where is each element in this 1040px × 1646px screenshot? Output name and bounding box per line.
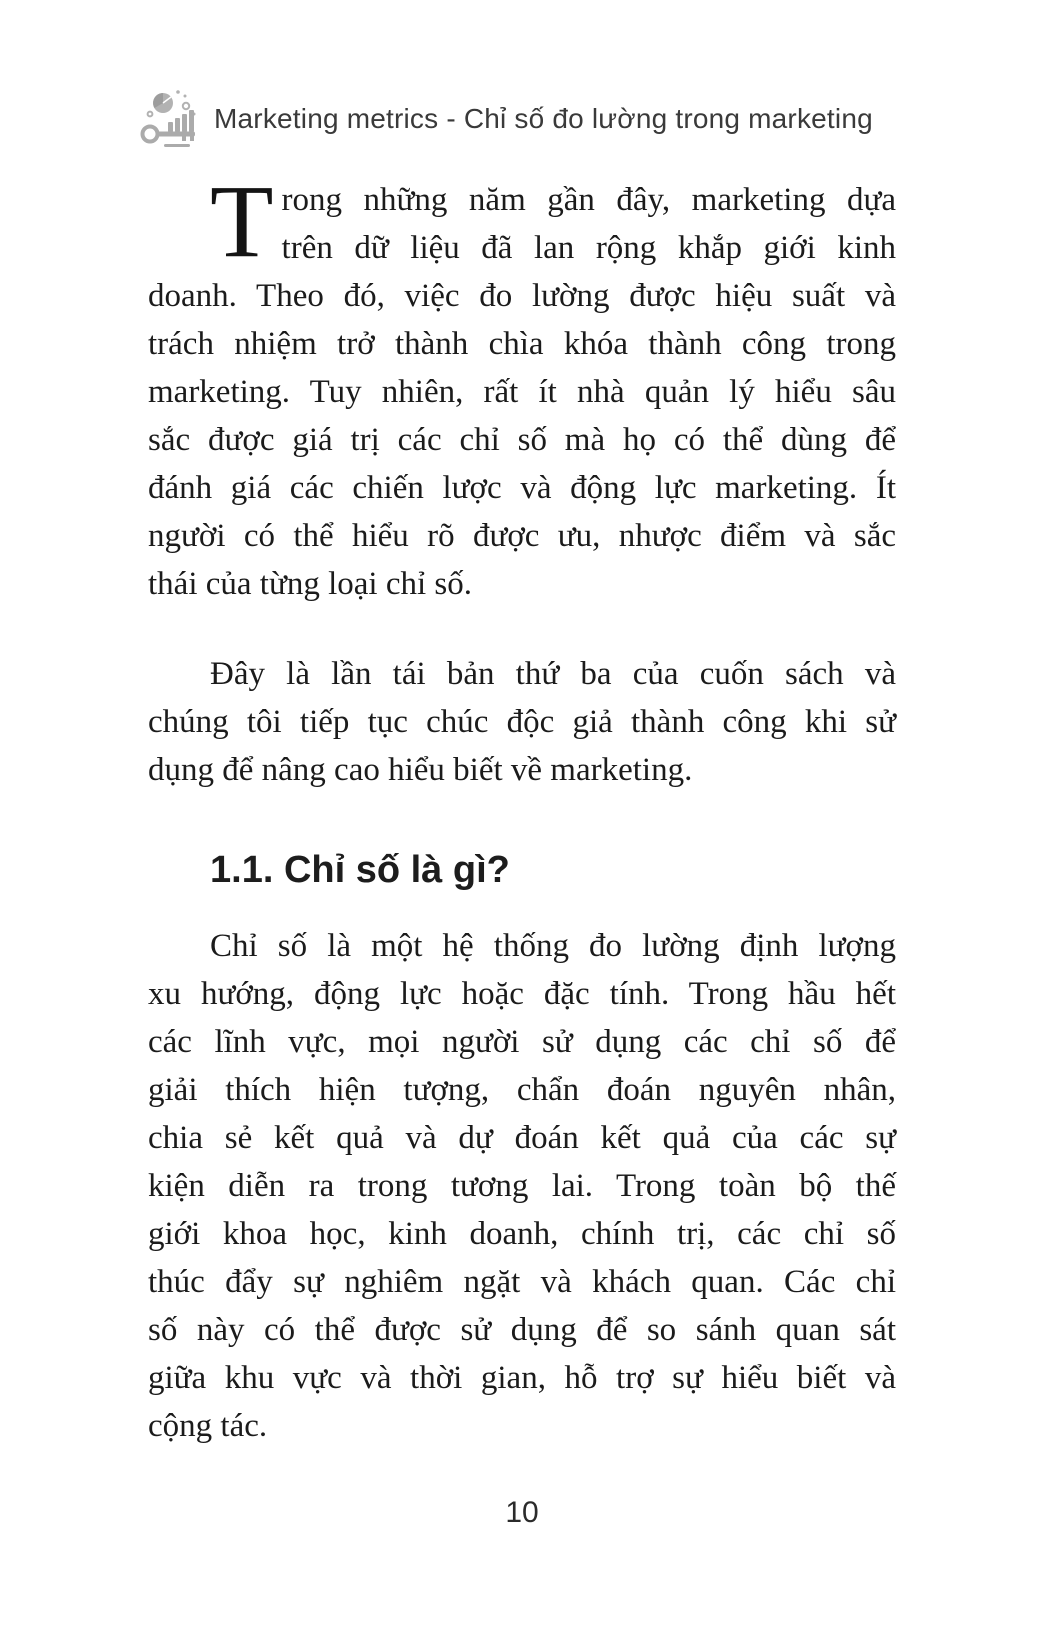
text-line: cộng tác.	[148, 1408, 268, 1444]
text-line: giữa khu vực và thời gian, hỗ trợ sự hiểu biết và	[148, 1360, 896, 1396]
text-line: marketing. Tuy nhiên, rất ít nhà quản lý hiểu sâu	[148, 374, 896, 410]
text-line: thái của từng loại chỉ số.	[148, 566, 472, 602]
paragraph-second	[148, 650, 896, 794]
text-line: thúc đẩy sự nghiêm ngặt và khách quan. Các chỉ	[148, 1264, 896, 1300]
text-line: xu hướng, động lực hoặc đặc tính. Trong hầu hết	[148, 976, 896, 1012]
text-line: người có thể hiểu rõ được ưu, nhược điểm và sắc	[148, 518, 896, 554]
section-heading: 1.1. Chỉ số là gì?	[210, 849, 510, 891]
text-line: chúng tôi tiếp tục chúc độc giả thành công khi sử	[148, 704, 896, 740]
text-line: số này có thể được sử dụng để so sánh quan sát	[148, 1312, 896, 1348]
text-line: trách nhiệm trở thành chìa khóa thành công trong	[148, 326, 896, 362]
page-content	[148, 164, 896, 1530]
text-line: rong những năm gần đây, marketing dựa	[281, 182, 896, 218]
text-line: sắc được giá trị các chỉ số mà họ có thể dùng để	[148, 422, 896, 458]
text-line: kiện diễn ra trong tương lai. Trong toàn bộ thế	[148, 1168, 896, 1204]
text-line: dụng để nâng cao hiểu biết về marketing.	[148, 752, 693, 788]
text-line: các lĩnh vực, mọi người sử dụng các chỉ số để	[148, 1024, 896, 1060]
text-line: Đây là lần tái bản thứ ba của cuốn sách và	[210, 656, 896, 692]
text-line: doanh. Theo đó, việc đo lường được hiệu suất và	[148, 278, 896, 314]
running-head-title: Marketing metrics - Chỉ số đo lường trong marketing	[214, 103, 873, 134]
page-header	[138, 86, 873, 152]
paragraph-third	[148, 922, 896, 1450]
key-with-charts-icon	[138, 86, 204, 152]
text-line: trên dữ liệu đã lan rộng khắp giới kinh	[281, 230, 896, 266]
text-line: giới khoa học, kinh doanh, chính trị, các chỉ số	[148, 1216, 896, 1252]
text-line: chia sẻ kết quả và dự đoán kết quả của các sự	[148, 1120, 896, 1156]
text-line: giải thích hiện tượng, chẩn đoán nguyên nhân,	[148, 1072, 896, 1108]
text-line: Chỉ số là một hệ thống đo lường định lượng	[210, 928, 896, 964]
opening-paragraph	[148, 164, 896, 608]
page-number: 10	[505, 1496, 539, 1529]
drop-cap: T	[210, 164, 274, 279]
text-line: đánh giá các chiến lược và động lực marketing. Ít	[148, 470, 896, 506]
